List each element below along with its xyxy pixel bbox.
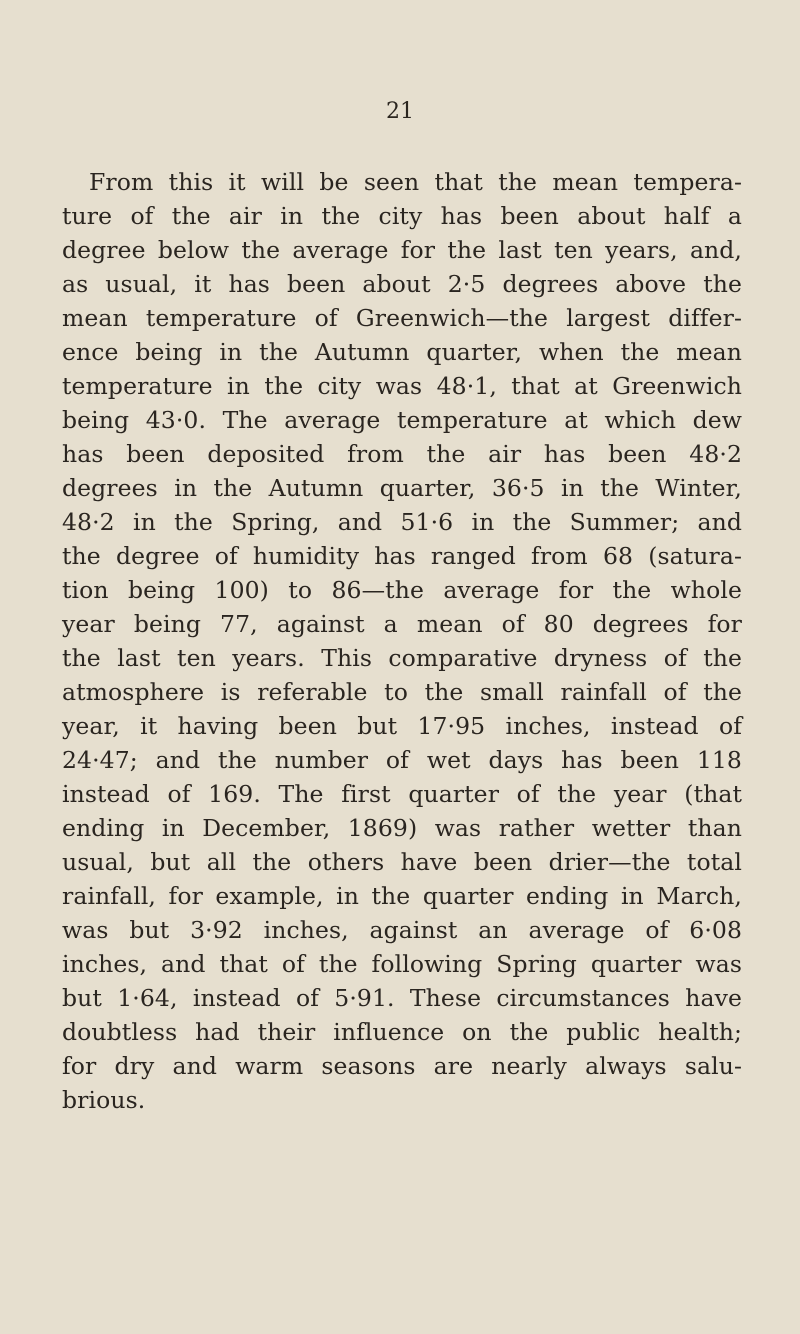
- text-line: atmosphere is referable to the small rainfall of the: [62, 678, 742, 706]
- text-line: 48·2 in the Spring, and 51·6 in the Summer; and: [62, 508, 742, 536]
- text-line: as usual, it has been about 2·5 degrees above the: [62, 270, 742, 298]
- text-line: inches, and that of the following Spring quarter was: [62, 950, 742, 978]
- text-line: year being 77, against a mean of 80 degrees for: [62, 610, 742, 638]
- text-line: but 1·64, instead of 5·91. These circumstances have: [62, 984, 742, 1012]
- text-line: From this it will be seen that the mean tempera-: [89, 168, 742, 196]
- text-line: instead of 169. The first quarter of the year (that: [62, 780, 742, 808]
- text-line: degrees in the Autumn quarter, 36·5 in the Winter,: [62, 474, 742, 502]
- text-line: being 43·0. The average temperature at which dew: [62, 406, 742, 434]
- text-line: has been deposited from the air has been 48·2: [62, 440, 742, 468]
- text-line: usual, but all the others have been drier—the total: [62, 848, 742, 876]
- text-line: degree below the average for the last ten years, and,: [62, 236, 742, 264]
- text-line: rainfall, for example, in the quarter ending in March,: [62, 882, 742, 910]
- text-line: mean temperature of Greenwich—the largest differ-: [62, 304, 742, 332]
- text-line: was but 3·92 inches, against an average of 6·08: [62, 916, 742, 944]
- text-line: ture of the air in the city has been about half a: [62, 202, 742, 230]
- text-line: doubtless had their influence on the public health;: [62, 1018, 742, 1046]
- text-line: tion being 100) to 86—the average for the whole: [62, 576, 742, 604]
- text-line: the degree of humidity has ranged from 68 (satura-: [62, 542, 742, 570]
- text-line: ending in December, 1869) was rather wetter than: [62, 814, 742, 842]
- text-line: brious.: [62, 1086, 146, 1114]
- text-line: for dry and warm seasons are nearly always salu-: [62, 1052, 742, 1080]
- page-number: 21: [386, 99, 414, 124]
- text-line: ence being in the Autumn quarter, when the mean: [62, 338, 742, 366]
- text-line: the last ten years. This comparative dryness of the: [62, 644, 742, 672]
- text-line: year, it having been but 17·95 inches, instead of: [62, 712, 742, 740]
- text-line: 24·47; and the number of wet days has been 118: [62, 746, 742, 774]
- text-line: temperature in the city was 48·1, that at Greenwich: [62, 372, 742, 400]
